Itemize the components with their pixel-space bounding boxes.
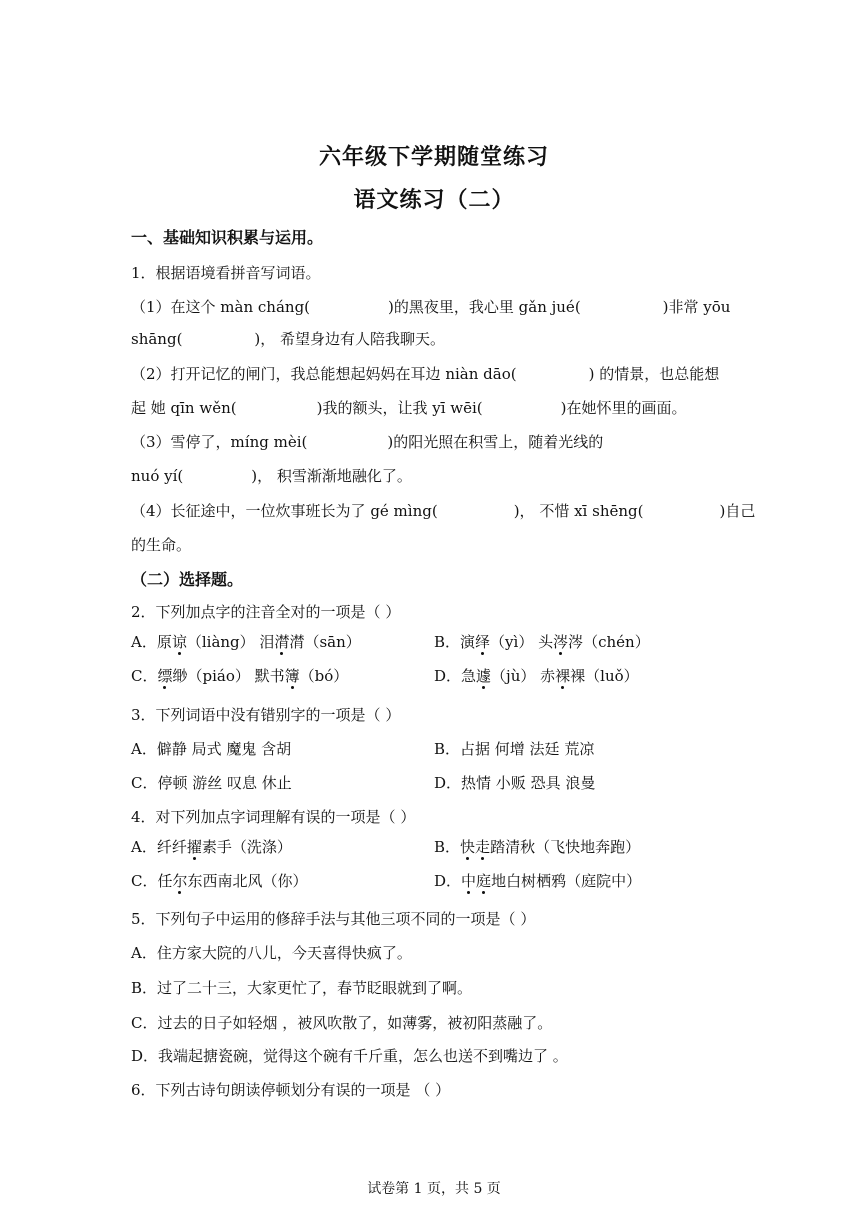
q1-part4-line2: 的生命。 bbox=[131, 536, 192, 554]
q5-option-a[interactable]: A．住方家大院的八儿，今天喜得快疯了。 bbox=[131, 944, 412, 962]
q1-part2-line1: （2）打开记忆的闸门，我总能想起妈妈在耳边 niàn dāo( ) 的情景，也总能想 bbox=[131, 365, 720, 383]
q1-part2-line2: 起 她 qīn wěn( )我的额头，让我 yī wēi( )在她怀里的画面。 bbox=[131, 399, 687, 417]
q1-part1-line2: shāng( )， 希望身边有人陪我聊天。 bbox=[131, 330, 446, 348]
section2-heading: （二）选择题。 bbox=[131, 570, 244, 589]
page-footer: 试卷第 1 页，共 5 页 bbox=[367, 1181, 501, 1197]
q6-stem: 6．下列古诗句朗读停顿划分有误的一项是 （ ） bbox=[131, 1081, 451, 1099]
q1-stem: 1．根据语境看拼音写词语。 bbox=[131, 264, 321, 282]
q4-option-d[interactable]: D．中庭地白树栖鸦（庭院中） bbox=[434, 872, 642, 890]
q3-option-a[interactable]: A．僻静 局式 魔鬼 含胡 bbox=[131, 740, 292, 758]
q5-option-c[interactable]: C．过去的日子如轻烟 ，被风吹散了，如薄雾，被初阳蒸融了。 bbox=[131, 1014, 553, 1032]
q1-part1-line1: （1）在这个 màn cháng( )的黑夜里，我心里 gǎn jué( )非常 yōu bbox=[131, 298, 731, 316]
q4-option-b[interactable]: B．快走踏清秋（飞快地奔跑） bbox=[434, 838, 641, 856]
q3-option-b[interactable]: B．占据 何增 法廷 荒凉 bbox=[434, 740, 595, 758]
q1-part3-line2: nuó yí( )， 积雪渐渐地融化了。 bbox=[131, 467, 412, 485]
q4-option-a[interactable]: A．纤纤擢素手（洗涤） bbox=[131, 838, 292, 856]
page-title: 六年级下学期随堂练习 bbox=[318, 144, 549, 170]
q1-part4-line1: （4）长征途中，一位炊事班长为了 gé mìng( )， 不惜 xī shēng( )自己 bbox=[131, 502, 756, 520]
q2-option-d[interactable]: D．急遽（jù） 赤裸裸（luǒ） bbox=[434, 667, 639, 685]
q2-stem: 2．下列加点字的注音全对的一项是（ ） bbox=[131, 603, 401, 621]
section1-heading: 一、基础知识积累与运用。 bbox=[131, 228, 324, 247]
q2-option-a[interactable]: A．原谅（liàng） 泪潸潸（sān） bbox=[131, 633, 361, 651]
q5-option-d[interactable]: D．我端起搪瓷碗，觉得这个碗有千斤重，怎么也送不到嘴边了 。 bbox=[131, 1047, 568, 1065]
q4-stem: 4．对下列加点字词理解有误的一项是（ ） bbox=[131, 808, 416, 826]
page-subtitle: 语文练习（二） bbox=[353, 187, 515, 213]
q3-stem: 3．下列词语中没有错别字的一项是（ ） bbox=[131, 706, 401, 724]
q2-option-b[interactable]: B．演绎（yì） 头涔涔（chén） bbox=[434, 633, 650, 651]
q5-option-b[interactable]: B．过了二十三，大家更忙了，春节眨眼就到了啊。 bbox=[131, 979, 473, 997]
q4-option-c[interactable]: C．任尔东西南北风（你） bbox=[131, 872, 308, 890]
q3-option-c[interactable]: C．停顿 游丝 叹息 休止 bbox=[131, 774, 292, 792]
q3-option-d[interactable]: D．热情 小贩 恐具 浪曼 bbox=[434, 774, 596, 792]
q5-stem: 5．下列句子中运用的修辞手法与其他三项不同的一项是（ ） bbox=[131, 910, 536, 928]
q1-part3-line1: （3）雪停了，míng mèi( )的阳光照在积雪上，随着光线的 bbox=[131, 433, 604, 451]
q2-option-c[interactable]: C．缥缈（piáo） 默书簿（bó） bbox=[131, 667, 349, 685]
